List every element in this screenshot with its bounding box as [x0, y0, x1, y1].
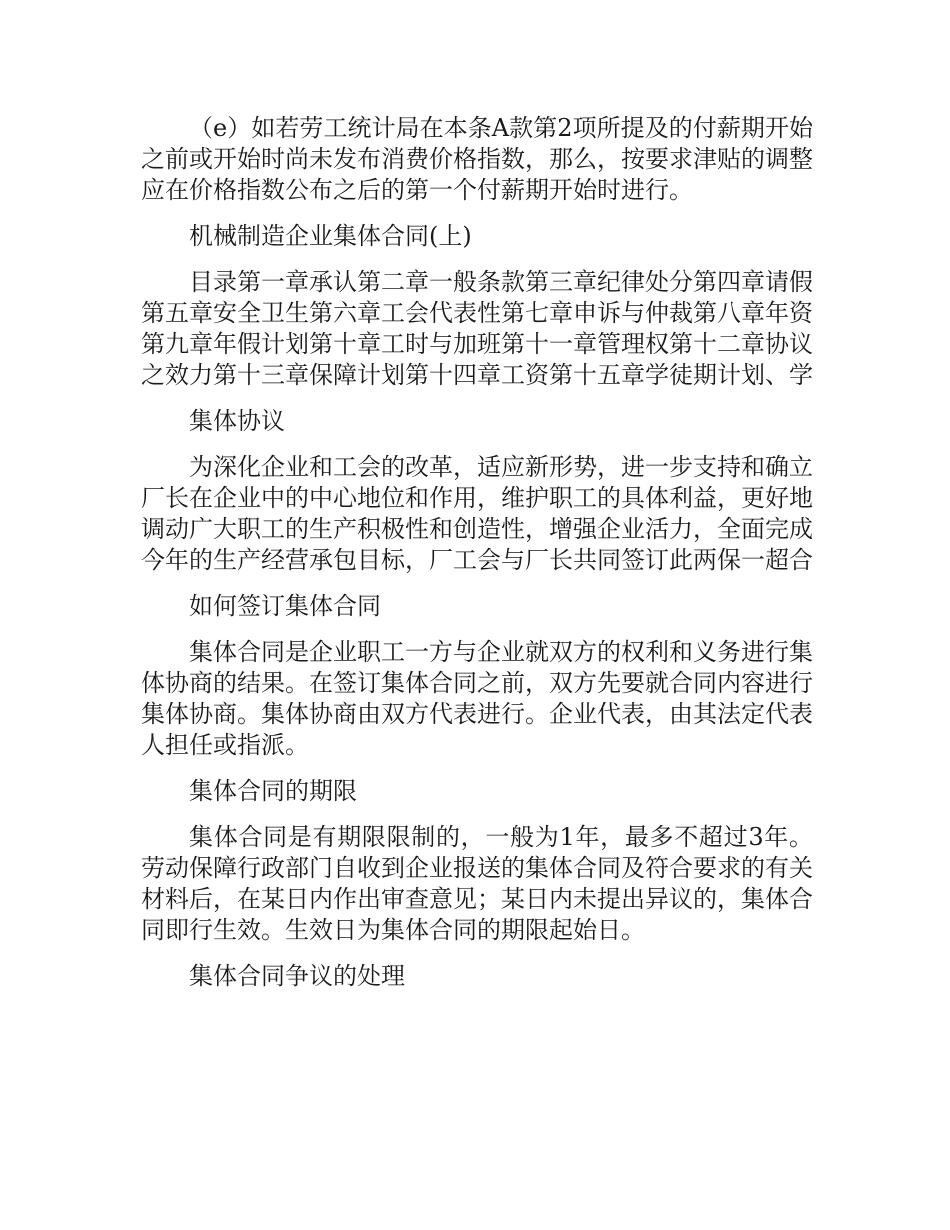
paragraph-agreement-purpose: 为深化企业和工会的改革，适应新形势，进一步支持和确立厂长在企业中的中心地位和作用，维护职工的具体利益，更好地调动广大职工的生产积极性和创造性，增强企业活力，全面完成今年的生产经营承包目标，厂工会与厂长共同签订此两保一超合 — [141, 453, 813, 574]
heading-contract-term: 集体合同的期限 — [189, 777, 357, 805]
document-page — [141, 113, 813, 1007]
heading-collective-agreement: 集体协议 — [189, 407, 285, 435]
heading-dispute-handling: 集体合同争议的处理 — [189, 962, 405, 990]
paragraph-how-to-sign: 集体合同是企业职工一方与企业就双方的权利和义务进行集体协商的结果。在签订集体合同之前，双方先要就合同内容进行集体协商。集体协商由双方代表进行。企业代表，由其法定代表人担任或指派。 — [141, 638, 813, 759]
paragraph-table-of-contents: 目录第一章承认第二章一般条款第三章纪律处分第四章请假第五章安全卫生第六章工会代表性第七章申诉与仲裁第八章年资第九章年假计划第十章工时与加班第十一章管理权第十二章协议之效力第十三章保障计划第十四章工资第十五章学徒期计划、学 — [141, 268, 813, 389]
heading-machinery-contract: 机械制造企业集体合同(上) — [189, 222, 472, 250]
paragraph-contract-term: 集体合同是有期限限制的，一般为1年，最多不超过3年。劳动保障行政部门自收到企业报送的集体合同及符合要求的有关材料后，在某日内作出审查意见；某日内未提出异议的，集体合同即行生效。生效日为集体合同的期限起始日。 — [141, 823, 813, 944]
paragraph-cpi-adjustment: （e）如若劳工统计局在本条A款第2项所提及的付薪期开始之前或开始时尚未发布消费价格指数，那么，按要求津贴的调整应在价格指数公布之后的第一个付薪期开始时进行。 — [141, 114, 813, 204]
heading-how-to-sign: 如何签订集体合同 — [189, 592, 381, 620]
